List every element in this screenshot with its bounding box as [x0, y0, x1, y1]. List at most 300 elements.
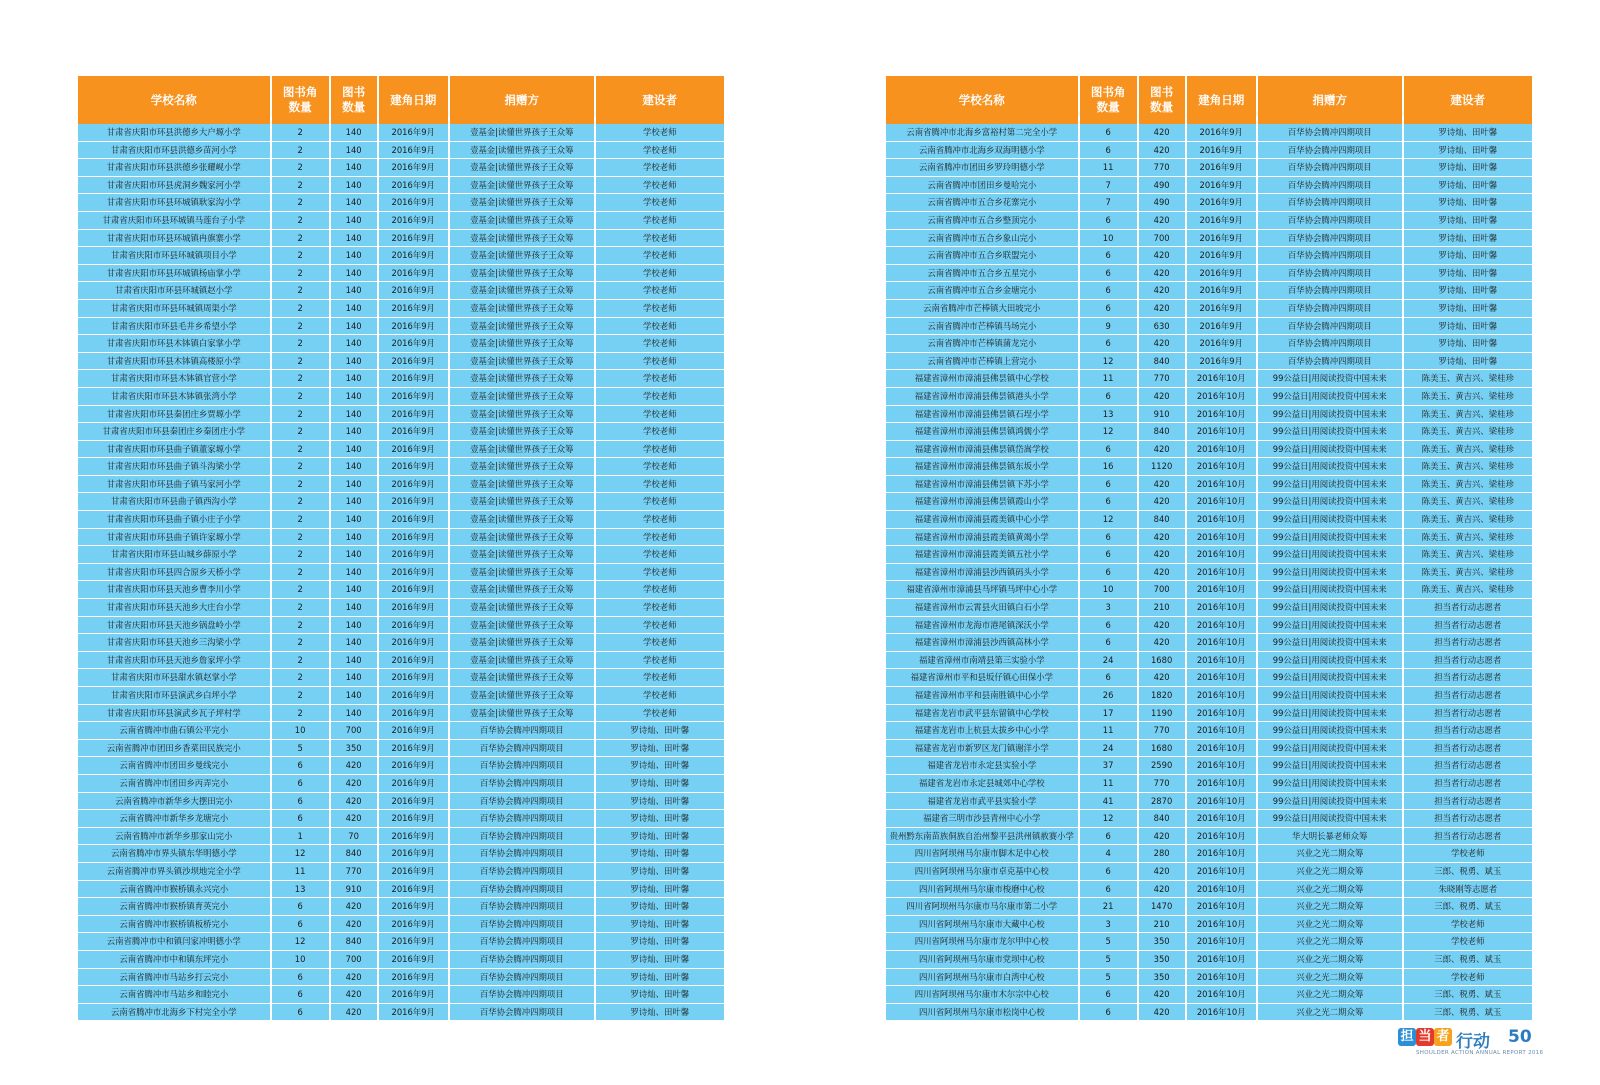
book-count-cell: 1470	[1139, 898, 1187, 916]
book-count-cell: 140	[331, 687, 379, 705]
book-count-cell: 840	[331, 845, 379, 863]
corner-count-cell: 2	[272, 142, 331, 160]
build-date-cell: 2016年9月	[379, 986, 450, 1004]
build-date-cell: 2016年9月	[379, 793, 450, 811]
table-row	[886, 652, 1532, 670]
col-header-book-count: 图书 数量	[331, 76, 379, 124]
book-count-cell: 420	[1139, 986, 1187, 1004]
builder-cell: 罗诗灿、田叶馨	[596, 845, 724, 863]
corner-count-cell: 6	[1080, 476, 1139, 494]
report-subtitle: SHOULDER ACTION ANNUAL REPORT 2016	[1416, 1050, 1544, 1056]
corner-count-cell: 6	[1080, 634, 1139, 652]
builder-cell: 学校老师	[596, 458, 724, 476]
book-count-cell: 140	[331, 370, 379, 388]
donor-cell: 壹基金|读懂世界孩子王众筹	[450, 564, 596, 582]
builder-cell: 学校老师	[596, 441, 724, 459]
school-name-cell: 甘肃省庆阳市环县四合原乡天桥小学	[78, 564, 272, 582]
corner-count-cell: 6	[1080, 617, 1139, 635]
table-row	[886, 986, 1532, 1004]
builder-cell: 担当者行动志愿者	[1404, 775, 1532, 793]
builder-cell: 罗诗灿、田叶馨	[596, 986, 724, 1004]
table-row	[78, 581, 724, 599]
corner-count-cell: 2	[272, 212, 331, 230]
corner-count-cell: 6	[1080, 863, 1139, 881]
table-row	[78, 757, 724, 775]
book-count-cell: 2870	[1139, 793, 1187, 811]
book-count-cell: 420	[1139, 493, 1187, 511]
builder-cell: 罗诗灿、田叶馨	[1404, 159, 1532, 177]
book-count-cell: 350	[1139, 969, 1187, 987]
school-name-cell: 甘肃省庆阳市环县演武乡白坪小学	[78, 687, 272, 705]
book-count-cell: 420	[1139, 282, 1187, 300]
book-count-cell: 140	[331, 581, 379, 599]
book-count-cell: 420	[331, 969, 379, 987]
build-date-cell: 2016年10月	[1187, 793, 1258, 811]
table-row	[886, 493, 1532, 511]
corner-count-cell: 2	[272, 511, 331, 529]
builder-cell: 担当者行动志愿者	[1404, 669, 1532, 687]
book-count-cell: 490	[1139, 194, 1187, 212]
build-date-cell: 2016年9月	[379, 916, 450, 934]
builder-cell: 担当者行动志愿者	[1404, 634, 1532, 652]
builder-cell: 陈美玉、黄吉兴、梁桂珍	[1404, 493, 1532, 511]
col-header-donor: 捐赠方	[1258, 76, 1404, 124]
donor-cell: 壹基金|读懂世界孩子王众筹	[450, 142, 596, 160]
corner-count-cell: 2	[272, 423, 331, 441]
builder-cell: 学校老师	[596, 406, 724, 424]
builder-cell: 学校老师	[596, 423, 724, 441]
school-name-cell: 福建省漳州市漳浦县佛昙镇岱嵩学校	[886, 441, 1080, 459]
build-date-cell: 2016年10月	[1187, 634, 1258, 652]
donor-cell: 百华协会腾冲四期项目	[450, 951, 596, 969]
build-date-cell: 2016年9月	[379, 599, 450, 617]
builder-cell: 陈美玉、黄吉兴、梁桂珍	[1404, 406, 1532, 424]
school-name-cell: 云南省腾冲市新华乡大摆田完小	[78, 793, 272, 811]
builder-cell: 学校老师	[596, 529, 724, 547]
corner-count-cell: 6	[1080, 881, 1139, 899]
book-count-cell: 420	[1139, 124, 1187, 142]
book-count-cell: 420	[1139, 142, 1187, 160]
school-name-cell: 福建省漳州市漳浦县马坪镇马坪中心小学	[886, 581, 1080, 599]
corner-count-cell: 21	[1080, 898, 1139, 916]
build-date-cell: 2016年9月	[1187, 177, 1258, 195]
donor-cell: 百华协会腾冲四期项目	[450, 898, 596, 916]
builder-cell: 罗诗灿、田叶馨	[596, 933, 724, 951]
school-name-cell: 云南省腾冲市芒棒镇大田坡完小	[886, 300, 1080, 318]
table-row	[886, 722, 1532, 740]
table-header-row	[78, 76, 724, 124]
school-name-cell: 甘肃省庆阳市环县毛井乡希望小学	[78, 318, 272, 336]
corner-count-cell: 12	[1080, 511, 1139, 529]
build-date-cell: 2016年9月	[1187, 335, 1258, 353]
builder-cell: 罗诗灿、田叶馨	[596, 757, 724, 775]
book-count-cell: 350	[1139, 933, 1187, 951]
report-footer	[1398, 1026, 1558, 1066]
donor-cell: 壹基金|读懂世界孩子王众筹	[450, 159, 596, 177]
school-name-cell: 四川省阿坝州马尔康市龙尔甲中心校	[886, 933, 1080, 951]
table-row	[78, 441, 724, 459]
school-name-cell: 云南省腾冲市五合乡联盟完小	[886, 247, 1080, 265]
builder-cell: 学校老师	[596, 634, 724, 652]
school-name-cell: 福建省三明市沙县青州中心小学	[886, 810, 1080, 828]
book-count-cell: 420	[1139, 300, 1187, 318]
build-date-cell: 2016年9月	[379, 476, 450, 494]
build-date-cell: 2016年10月	[1187, 775, 1258, 793]
donor-cell: 壹基金|读懂世界孩子王众筹	[450, 705, 596, 723]
build-date-cell: 2016年9月	[379, 652, 450, 670]
donor-cell: 壹基金|读懂世界孩子王众筹	[450, 458, 596, 476]
builder-cell: 担当者行动志愿者	[1404, 617, 1532, 635]
school-name-cell: 福建省龙岩市武平县东留镇中心学校	[886, 705, 1080, 723]
school-name-cell: 甘肃省庆阳市环县天池乡三沟梁小学	[78, 634, 272, 652]
donor-cell: 99公益日|用阅读投资中国未来	[1258, 546, 1404, 564]
table-row	[886, 335, 1532, 353]
builder-cell: 陈美玉、黄吉兴、梁桂珍	[1404, 388, 1532, 406]
build-date-cell: 2016年10月	[1187, 406, 1258, 424]
builder-cell: 罗诗灿、田叶馨	[1404, 282, 1532, 300]
donor-cell: 百华协会腾冲四期项目	[1258, 177, 1404, 195]
table-row	[886, 194, 1532, 212]
book-count-cell: 420	[1139, 881, 1187, 899]
build-date-cell: 2016年9月	[379, 441, 450, 459]
donor-cell: 百华协会腾冲四期项目	[1258, 247, 1404, 265]
donor-cell: 壹基金|读懂世界孩子王众筹	[450, 300, 596, 318]
builder-cell: 三郎、税勇、斌玉	[1404, 951, 1532, 969]
school-name-cell: 甘肃省庆阳市环县洪德乡张耀岘小学	[78, 159, 272, 177]
build-date-cell: 2016年9月	[1187, 282, 1258, 300]
table-row	[78, 476, 724, 494]
table-row	[886, 933, 1532, 951]
donor-cell: 兴业之光二期众筹	[1258, 845, 1404, 863]
builder-cell: 罗诗灿、田叶馨	[1404, 300, 1532, 318]
builder-cell: 担当者行动志愿者	[1404, 722, 1532, 740]
school-name-cell: 云南省腾冲市五合乡象山完小	[886, 230, 1080, 248]
builder-cell: 学校老师	[596, 705, 724, 723]
builder-cell: 罗诗灿、田叶馨	[596, 863, 724, 881]
table-row	[886, 564, 1532, 582]
table-row	[78, 669, 724, 687]
school-table-right	[886, 76, 1532, 1021]
school-name-cell: 福建省漳州市龙海市港尾镇深沃小学	[886, 617, 1080, 635]
build-date-cell: 2016年9月	[1187, 247, 1258, 265]
school-name-cell: 福建省漳州市平和县南胜镇中心小学	[886, 687, 1080, 705]
build-date-cell: 2016年9月	[379, 546, 450, 564]
book-count-cell: 700	[331, 951, 379, 969]
builder-cell: 学校老师	[596, 493, 724, 511]
corner-count-cell: 6	[1080, 441, 1139, 459]
table-row	[886, 230, 1532, 248]
school-name-cell: 云南省腾冲市曲石镇公平完小	[78, 722, 272, 740]
builder-cell: 罗诗灿、田叶馨	[596, 898, 724, 916]
corner-count-cell: 11	[1080, 370, 1139, 388]
table-row	[78, 406, 724, 424]
donor-cell: 99公益日|用阅读投资中国未来	[1258, 793, 1404, 811]
table-row	[886, 318, 1532, 336]
build-date-cell: 2016年9月	[379, 617, 450, 635]
donor-cell: 壹基金|读懂世界孩子王众筹	[450, 388, 596, 406]
corner-count-cell: 4	[1080, 845, 1139, 863]
donor-cell: 百华协会腾冲四期项目	[450, 757, 596, 775]
corner-count-cell: 3	[1080, 916, 1139, 934]
school-name-cell: 四川省阿坝州马尔康市松岗中心校	[886, 1004, 1080, 1022]
table-row	[886, 634, 1532, 652]
school-name-cell: 四川省阿坝州马尔康市白湾中心校	[886, 969, 1080, 987]
school-name-cell: 福建省龙岩市上杭县太拔乡中心小学	[886, 722, 1080, 740]
corner-count-cell: 17	[1080, 705, 1139, 723]
book-count-cell: 770	[1139, 370, 1187, 388]
donor-cell: 兴业之光二期众筹	[1258, 881, 1404, 899]
builder-cell: 陈美玉、黄吉兴、梁桂珍	[1404, 564, 1532, 582]
corner-count-cell: 10	[272, 951, 331, 969]
build-date-cell: 2016年10月	[1187, 564, 1258, 582]
donor-cell: 99公益日|用阅读投资中国未来	[1258, 652, 1404, 670]
school-name-cell: 云南省腾冲市团田乡曼线完小	[78, 757, 272, 775]
build-date-cell: 2016年9月	[379, 282, 450, 300]
builder-cell: 罗诗灿、田叶馨	[1404, 142, 1532, 160]
corner-count-cell: 12	[272, 933, 331, 951]
school-name-cell: 甘肃省庆阳市环县木钵镇白家掌小学	[78, 335, 272, 353]
build-date-cell: 2016年9月	[379, 511, 450, 529]
corner-count-cell: 41	[1080, 793, 1139, 811]
builder-cell: 学校老师	[596, 599, 724, 617]
donor-cell: 百华协会腾冲四期项目	[450, 916, 596, 934]
book-count-cell: 420	[331, 757, 379, 775]
donor-cell: 99公益日|用阅读投资中国未来	[1258, 617, 1404, 635]
school-name-cell: 甘肃省庆阳市环县虎洞乡魏家河小学	[78, 177, 272, 195]
school-name-cell: 贵州黔东南苗族侗族自治州黎平县洪州镇赦赛小学	[886, 828, 1080, 846]
corner-count-cell: 2	[272, 634, 331, 652]
builder-cell: 担当者行动志愿者	[1404, 599, 1532, 617]
table-row	[78, 863, 724, 881]
table-row	[886, 406, 1532, 424]
build-date-cell: 2016年9月	[379, 775, 450, 793]
table-row	[78, 916, 724, 934]
school-name-cell: 四川省阿坝州马尔康市党坝中心校	[886, 951, 1080, 969]
book-count-cell: 140	[331, 634, 379, 652]
donor-cell: 壹基金|读懂世界孩子王众筹	[450, 406, 596, 424]
book-count-cell: 140	[331, 212, 379, 230]
builder-cell: 担当者行动志愿者	[1404, 793, 1532, 811]
table-row	[886, 669, 1532, 687]
donor-cell: 百华协会腾冲四期项目	[450, 933, 596, 951]
donor-cell: 99公益日|用阅读投资中国未来	[1258, 406, 1404, 424]
builder-cell: 罗诗灿、田叶馨	[596, 793, 724, 811]
build-date-cell: 2016年10月	[1187, 951, 1258, 969]
school-name-cell: 甘肃省庆阳市环县环城镇杨庙掌小学	[78, 265, 272, 283]
table-row	[78, 529, 724, 547]
donor-cell: 99公益日|用阅读投资中国未来	[1258, 757, 1404, 775]
build-date-cell: 2016年10月	[1187, 493, 1258, 511]
builder-cell: 学校老师	[596, 265, 724, 283]
table-row	[886, 177, 1532, 195]
book-count-cell: 1820	[1139, 687, 1187, 705]
build-date-cell: 2016年10月	[1187, 370, 1258, 388]
book-count-cell: 910	[1139, 406, 1187, 424]
donor-cell: 百华协会腾冲四期项目	[450, 881, 596, 899]
school-name-cell: 甘肃省庆阳市环县曲子镇马家河小学	[78, 476, 272, 494]
builder-cell: 朱晓刚等志愿者	[1404, 881, 1532, 899]
build-date-cell: 2016年10月	[1187, 687, 1258, 705]
table-row	[78, 335, 724, 353]
donor-cell: 百华协会腾冲四期项目	[450, 722, 596, 740]
corner-count-cell: 2	[272, 300, 331, 318]
book-count-cell: 140	[331, 353, 379, 371]
col-header-donor: 捐赠方	[450, 76, 596, 124]
table-row	[886, 388, 1532, 406]
corner-count-cell: 12	[272, 845, 331, 863]
table-row	[886, 793, 1532, 811]
school-name-cell: 甘肃省庆阳市环县天池乡大庄台小学	[78, 599, 272, 617]
table-row	[886, 476, 1532, 494]
donor-cell: 百华协会腾冲四期项目	[1258, 142, 1404, 160]
book-count-cell: 420	[331, 898, 379, 916]
donor-cell: 壹基金|读懂世界孩子王众筹	[450, 230, 596, 248]
school-name-cell: 甘肃省庆阳市环县演武乡瓦子坪村学	[78, 705, 272, 723]
builder-cell: 三郎、税勇、斌玉	[1404, 898, 1532, 916]
school-name-cell: 福建省漳州市漳浦县沙西镇高林小学	[886, 634, 1080, 652]
donor-cell: 壹基金|读懂世界孩子王众筹	[450, 599, 596, 617]
builder-cell: 陈美玉、黄吉兴、梁桂珍	[1404, 423, 1532, 441]
school-name-cell: 甘肃省庆阳市环县木钵镇张湾小学	[78, 388, 272, 406]
builder-cell: 学校老师	[596, 581, 724, 599]
corner-count-cell: 12	[1080, 810, 1139, 828]
build-date-cell: 2016年9月	[1187, 142, 1258, 160]
builder-cell: 陈美玉、黄吉兴、梁桂珍	[1404, 511, 1532, 529]
table-row	[886, 687, 1532, 705]
corner-count-cell: 11	[1080, 775, 1139, 793]
donor-cell: 百华协会腾冲四期项目	[1258, 300, 1404, 318]
builder-cell: 罗诗灿、田叶馨	[596, 740, 724, 758]
builder-cell: 学校老师	[596, 194, 724, 212]
build-date-cell: 2016年9月	[379, 969, 450, 987]
donor-cell: 99公益日|用阅读投资中国未来	[1258, 775, 1404, 793]
corner-count-cell: 3	[1080, 599, 1139, 617]
donor-cell: 壹基金|读懂世界孩子王众筹	[450, 652, 596, 670]
book-count-cell: 140	[331, 335, 379, 353]
builder-cell: 罗诗灿、田叶馨	[1404, 265, 1532, 283]
table-row	[886, 511, 1532, 529]
table-row	[886, 828, 1532, 846]
donor-cell: 兴业之光二期众筹	[1258, 933, 1404, 951]
table-row	[886, 617, 1532, 635]
table-row	[886, 353, 1532, 371]
donor-cell: 壹基金|读懂世界孩子王众筹	[450, 212, 596, 230]
col-header-builder: 建设者	[596, 76, 724, 124]
school-name-cell: 云南省腾冲市五合乡整顶完小	[886, 212, 1080, 230]
builder-cell: 罗诗灿、田叶馨	[1404, 335, 1532, 353]
school-name-cell: 甘肃省庆阳市环县木钵镇官营小学	[78, 370, 272, 388]
book-count-cell: 420	[331, 793, 379, 811]
school-name-cell: 福建省漳州市漳浦县佛昙镇中心学校	[886, 370, 1080, 388]
build-date-cell: 2016年10月	[1187, 986, 1258, 1004]
donor-cell: 99公益日|用阅读投资中国未来	[1258, 810, 1404, 828]
school-name-cell: 云南省腾冲市猴桥镇永兴完小	[78, 881, 272, 899]
donor-cell: 百华协会腾冲四期项目	[450, 986, 596, 1004]
logo-char-1: 担	[1398, 1028, 1416, 1046]
table-row	[78, 423, 724, 441]
build-date-cell: 2016年9月	[1187, 230, 1258, 248]
book-count-cell: 140	[331, 177, 379, 195]
donor-cell: 99公益日|用阅读投资中国未来	[1258, 476, 1404, 494]
table-row	[78, 353, 724, 371]
donor-cell: 百华协会腾冲四期项目	[450, 1004, 596, 1022]
book-count-cell: 420	[1139, 335, 1187, 353]
corner-count-cell: 6	[1080, 564, 1139, 582]
corner-count-cell: 5	[1080, 969, 1139, 987]
builder-cell: 学校老师	[596, 177, 724, 195]
builder-cell: 学校老师	[596, 318, 724, 336]
table-row	[78, 722, 724, 740]
corner-count-cell: 2	[272, 652, 331, 670]
book-count-cell: 140	[331, 282, 379, 300]
corner-count-cell: 10	[1080, 230, 1139, 248]
build-date-cell: 2016年9月	[379, 230, 450, 248]
builder-cell: 担当者行动志愿者	[1404, 740, 1532, 758]
table-row	[886, 757, 1532, 775]
book-count-cell: 770	[1139, 159, 1187, 177]
donor-cell: 百华协会腾冲四期项目	[1258, 159, 1404, 177]
school-name-cell: 福建省漳州市漳浦县霞美镇中心小学	[886, 511, 1080, 529]
corner-count-cell: 2	[272, 265, 331, 283]
build-date-cell: 2016年9月	[379, 634, 450, 652]
corner-count-cell: 6	[1080, 828, 1139, 846]
school-name-cell: 甘肃省庆阳市环县洪德乡苗河小学	[78, 142, 272, 160]
corner-count-cell: 5	[1080, 933, 1139, 951]
donor-cell: 99公益日|用阅读投资中国未来	[1258, 634, 1404, 652]
builder-cell: 学校老师	[596, 353, 724, 371]
book-count-cell: 140	[331, 406, 379, 424]
builder-cell: 陈美玉、黄吉兴、梁桂珍	[1404, 441, 1532, 459]
school-name-cell: 福建省漳州市漳浦县佛昙镇下苏小学	[886, 476, 1080, 494]
school-name-cell: 甘肃省庆阳市环县天池乡詹家坪小学	[78, 652, 272, 670]
school-name-cell: 四川省阿坝州马尔康市卓克基中心校	[886, 863, 1080, 881]
book-count-cell: 140	[331, 476, 379, 494]
build-date-cell: 2016年9月	[379, 370, 450, 388]
corner-count-cell: 2	[272, 599, 331, 617]
donor-cell: 兴业之光二期众筹	[1258, 969, 1404, 987]
table-row	[886, 916, 1532, 934]
builder-cell: 陈美玉、黄吉兴、梁桂珍	[1404, 476, 1532, 494]
school-name-cell: 云南省腾冲市新华乡那家山完小	[78, 828, 272, 846]
corner-count-cell: 7	[1080, 177, 1139, 195]
donor-cell: 壹基金|读懂世界孩子王众筹	[450, 441, 596, 459]
table-row	[886, 282, 1532, 300]
build-date-cell: 2016年9月	[379, 423, 450, 441]
builder-cell: 陈美玉、黄吉兴、梁桂珍	[1404, 458, 1532, 476]
book-count-cell: 140	[331, 142, 379, 160]
book-count-cell: 840	[1139, 810, 1187, 828]
table-row	[78, 177, 724, 195]
corner-count-cell: 26	[1080, 687, 1139, 705]
build-date-cell: 2016年9月	[379, 898, 450, 916]
col-header-builder: 建设者	[1404, 76, 1532, 124]
builder-cell: 学校老师	[596, 687, 724, 705]
donor-cell: 99公益日|用阅读投资中国未来	[1258, 669, 1404, 687]
book-count-cell: 420	[1139, 441, 1187, 459]
build-date-cell: 2016年10月	[1187, 511, 1258, 529]
school-name-cell: 云南省腾冲市北海乡双海明德小学	[886, 142, 1080, 160]
build-date-cell: 2016年9月	[379, 722, 450, 740]
table-row	[886, 969, 1532, 987]
school-name-cell: 云南省腾冲市北海乡下村完全小学	[78, 1004, 272, 1022]
builder-cell: 学校老师	[596, 142, 724, 160]
table-row	[886, 863, 1532, 881]
book-count-cell: 70	[331, 828, 379, 846]
build-date-cell: 2016年10月	[1187, 863, 1258, 881]
builder-cell: 学校老师	[596, 388, 724, 406]
builder-cell: 学校老师	[596, 300, 724, 318]
donor-cell: 壹基金|读懂世界孩子王众筹	[450, 353, 596, 371]
